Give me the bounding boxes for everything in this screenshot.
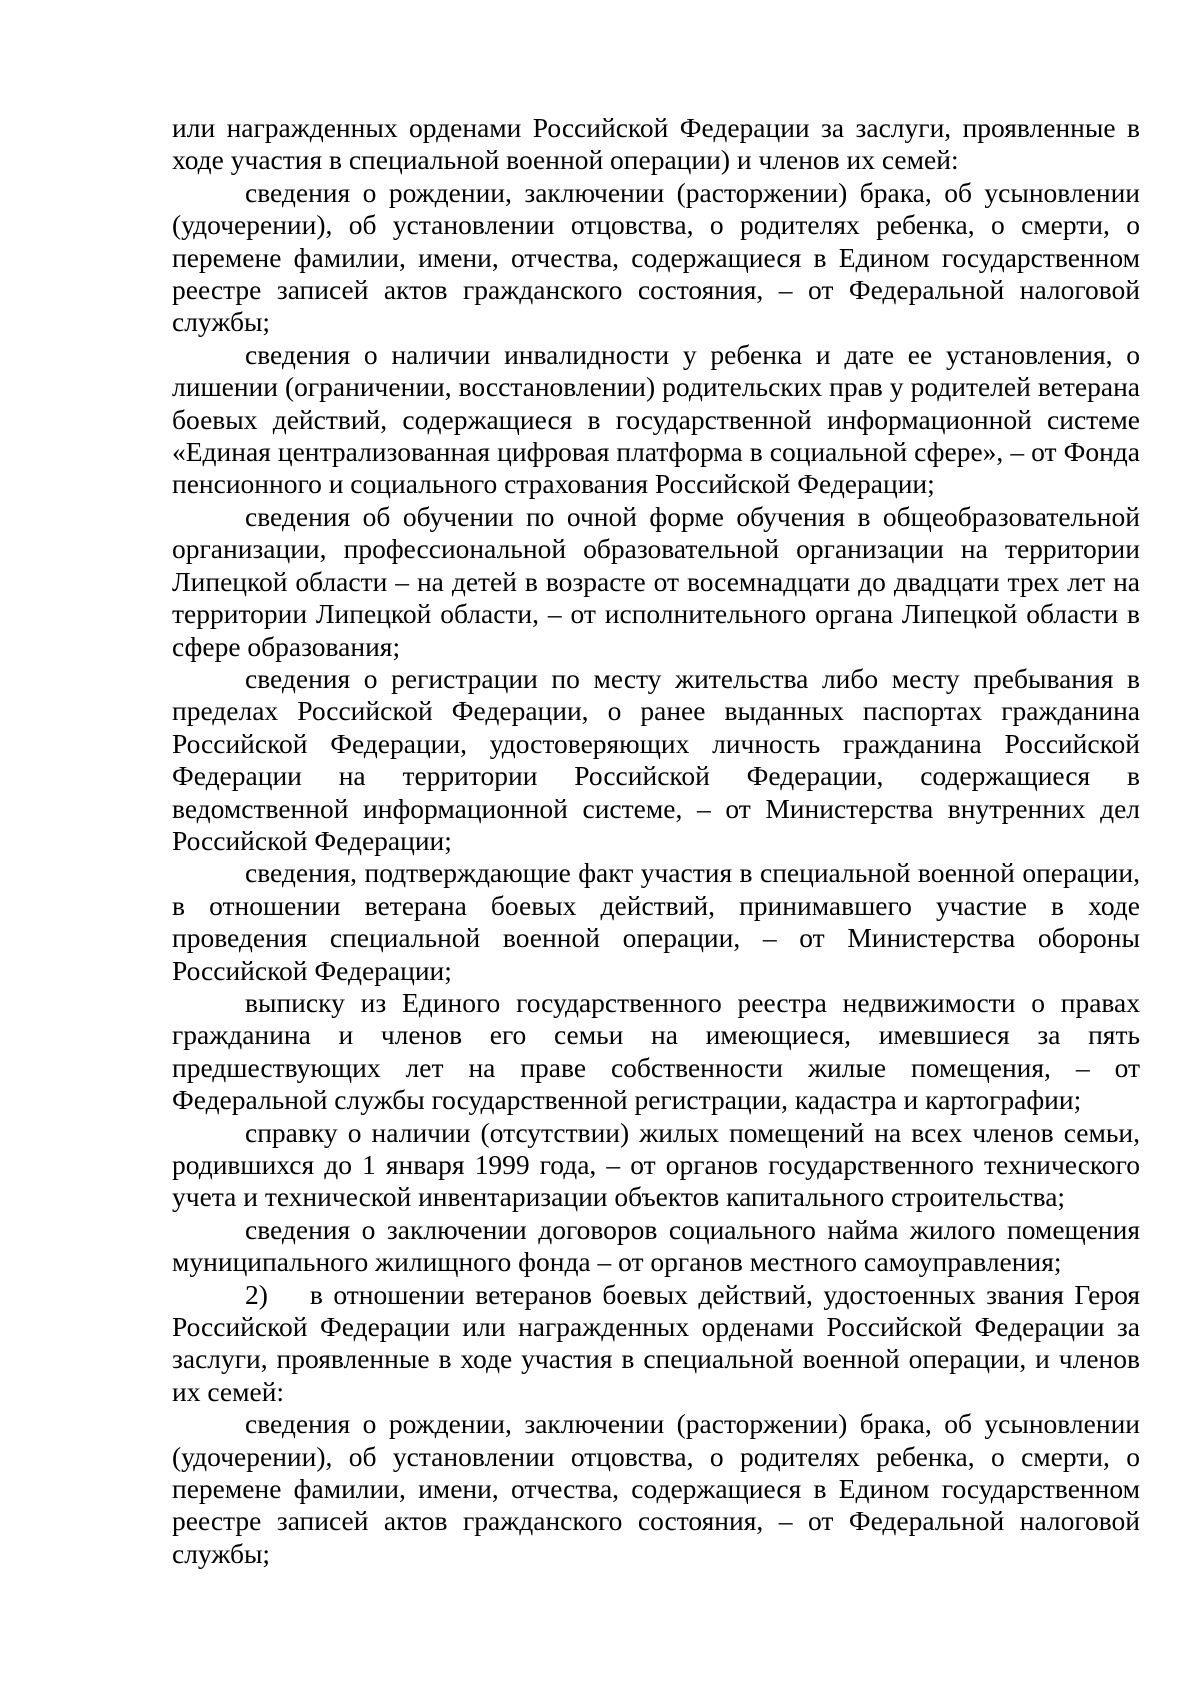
paragraph-registration: сведения о регистрации по месту жительства либо месту пребывания в пределах Российской Федерации, о ранее выданных паспортах гражданина Российской Федерации, удостоверяющих личность гражданина Российской Федерации на территории Российской Федерации, содержащиеся в ведомственной информационной системе, – от Министерства внутренних дел Российской Федерации; [172,662,1140,856]
paragraph-intro: или награжденных орденами Российской Федерации за заслуги, проявленные в ходе участия в специальной военной операции) и членов их семей: [172,112,1140,176]
paragraph-education: сведения об обучении по очной форме обучения в общеобразовательной организации, профессиональной образовательной организации на территории Липецкой области – на детей в возрасте от восемнадцати до двадцати трех лет на территории Липецкой области, – от исполнительного органа Липецкой области в сфере образования; [172,500,1140,662]
paragraph-housing-certificate: справку о наличии (отсутствии) жилых помещений на всех членов семьи, родившихся до 1 января 1999 года, – от органов государственного технического учета и технической инвентаризации объектов капитального строительства; [172,1116,1140,1213]
paragraph-civil-registry-2: сведения о рождении, заключении (расторжении) брака, об усыновлении (удочерении), об установлении отцовства, о родителях ребенка, о смерти, о перемене фамилии, имени, отчества, содержащиеся в Едином государственном реестре записей актов гражданского состояния, – от Федеральной налоговой службы; [172,1408,1140,1569]
paragraph-participation: сведения, подтверждающие факт участия в специальной военной операции, в отношении ветерана боевых действий, принимавшего участие в ходе проведения специальной военной операции, – от Министерства обороны Российской Федерации; [172,857,1140,986]
paragraph-disability: сведения о наличии инвалидности у ребенка и дате ее установления, о лишении (ограничении, восстановлении) родительских прав у родителей ветерана боевых действий, содержащиеся в государственной информационной системе «Единая централизованная цифровая платформа в социальной сфере», – от Фонда пенсионного и социального страхования Российской Федерации; [172,338,1140,500]
paragraph-item-2: 2) в отношении ветеранов боевых действий, удостоенных звания Героя Российской Федерации или награжденных орденами Российской Федерации за заслуги, проявленные в ходе участия в специальной военной операции, и членов их семей: [172,1278,1147,1407]
document-page [172,112,1147,1570]
paragraph-civil-registry: сведения о рождении, заключении (расторжении) брака, об усыновлении (удочерении), об установлении отцовства, о родителях ребенка, о смерти, о перемене фамилии, имени, отчества, содержащиеся в Едином государственном реестре записей актов гражданского состояния, – от Федеральной налоговой службы; [172,176,1140,338]
paragraph-real-estate: выписку из Единого государственного реестра недвижимости о правах гражданина и членов его семьи на имеющиеся, имевшиеся за пять предшествующих лет на праве собственности жилые помещения, – от Федеральной службы государственной регистрации, кадастра и картографии; [172,986,1140,1116]
paragraph-social-lease: сведения о заключении договоров социального найма жилого помещения муниципального жилищного фонда – от органов местного самоуправления; [172,1213,1140,1278]
